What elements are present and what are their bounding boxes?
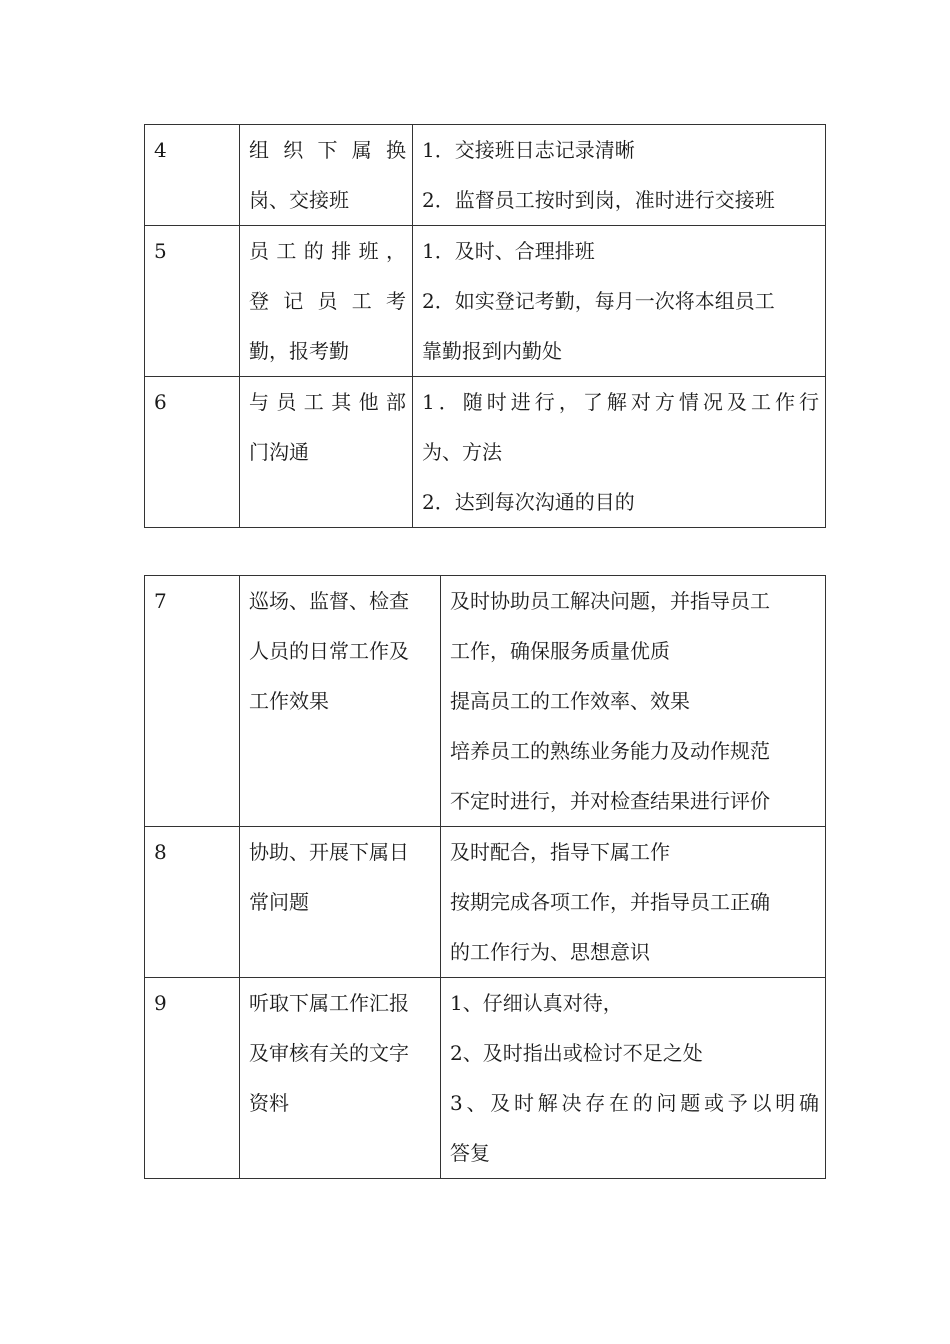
- standard-cell: [441, 827, 826, 978]
- task-line: 人员的日常工作及: [249, 639, 409, 663]
- standard-line: 培养员工的熟练业务能力及动作规范: [450, 739, 770, 763]
- row-number-cell: 9: [145, 978, 240, 1179]
- table-row: [145, 978, 826, 1179]
- standard-line: 提高员工的工作效率、效果: [450, 689, 690, 713]
- task-line: 勤，报考勤: [249, 339, 349, 363]
- standard-cell: [441, 576, 826, 827]
- task-line: 员工的排班，: [249, 239, 406, 263]
- standard-line: 答复: [450, 1141, 490, 1165]
- standard-line: 2、及时指出或检讨不足之处: [450, 1041, 703, 1065]
- task-line: 工作效果: [249, 689, 329, 713]
- standard-cell: [441, 978, 826, 1179]
- task-line: 登 记 员 工 考: [249, 289, 406, 313]
- row-number-cell: 8: [145, 827, 240, 978]
- standard-cell: [413, 377, 826, 528]
- row-number-cell: 6: [145, 377, 240, 528]
- standard-line: 1、仔细认真对待，: [450, 991, 623, 1015]
- standard-cell: [413, 125, 826, 226]
- table-row: [145, 827, 826, 978]
- duty-table-part-2: [144, 575, 826, 1179]
- row-number-cell: 5: [145, 226, 240, 377]
- task-cell: [240, 125, 413, 226]
- standard-line: 3、及时解决存在的问题或予以明确: [450, 1091, 819, 1115]
- duty-table-part-1: [144, 124, 826, 528]
- task-cell: [240, 978, 441, 1179]
- standard-line: 及时协助员工解决问题，并指导员工: [450, 589, 770, 613]
- standard-line: 不定时进行，并对检查结果进行评价: [450, 789, 770, 813]
- standard-line: 1．及时、合理排班: [422, 239, 595, 263]
- task-line: 资料: [249, 1091, 289, 1115]
- standard-line: 靠勤报到内勤处: [422, 339, 562, 363]
- task-line: 巡场、监督、检查: [249, 589, 409, 613]
- standard-line: 1．交接班日志记录清晰: [422, 138, 635, 162]
- task-line: 与员工其他部: [249, 390, 406, 414]
- task-line: 及审核有关的文字: [249, 1041, 409, 1065]
- task-line: 听取下属工作汇报: [249, 991, 409, 1015]
- standard-line: 为、方法: [422, 440, 502, 464]
- standard-cell: [413, 226, 826, 377]
- task-cell: [240, 576, 441, 827]
- task-cell: [240, 226, 413, 377]
- task-line: 门沟通: [249, 440, 309, 464]
- standard-line: 按期完成各项工作，并指导员工正确: [450, 890, 770, 914]
- table-row: [145, 125, 826, 226]
- standard-line: 工作，确保服务质量优质: [450, 639, 670, 663]
- standard-line: 2．达到每次沟通的目的: [422, 490, 635, 514]
- standard-line: 1．随时进行，了解对方情况及工作行: [422, 390, 819, 414]
- task-line: 岗、交接班: [249, 188, 349, 212]
- task-line: 常问题: [249, 890, 309, 914]
- task-line: 组 织 下 属 换: [249, 138, 406, 162]
- table-row: [145, 576, 826, 827]
- row-number-cell: 4: [145, 125, 240, 226]
- standard-line: 2．如实登记考勤，每月一次将本组员工: [422, 289, 775, 313]
- standard-line: 的工作行为、思想意识: [450, 940, 650, 964]
- task-cell: [240, 377, 413, 528]
- row-number-cell: 7: [145, 576, 240, 827]
- standard-line: 及时配合，指导下属工作: [450, 840, 670, 864]
- task-line: 协助、开展下属日: [249, 840, 409, 864]
- table-row: [145, 377, 826, 528]
- task-cell: [240, 827, 441, 978]
- standard-line: 2．监督员工按时到岗，准时进行交接班: [422, 188, 775, 212]
- table-row: [145, 226, 826, 377]
